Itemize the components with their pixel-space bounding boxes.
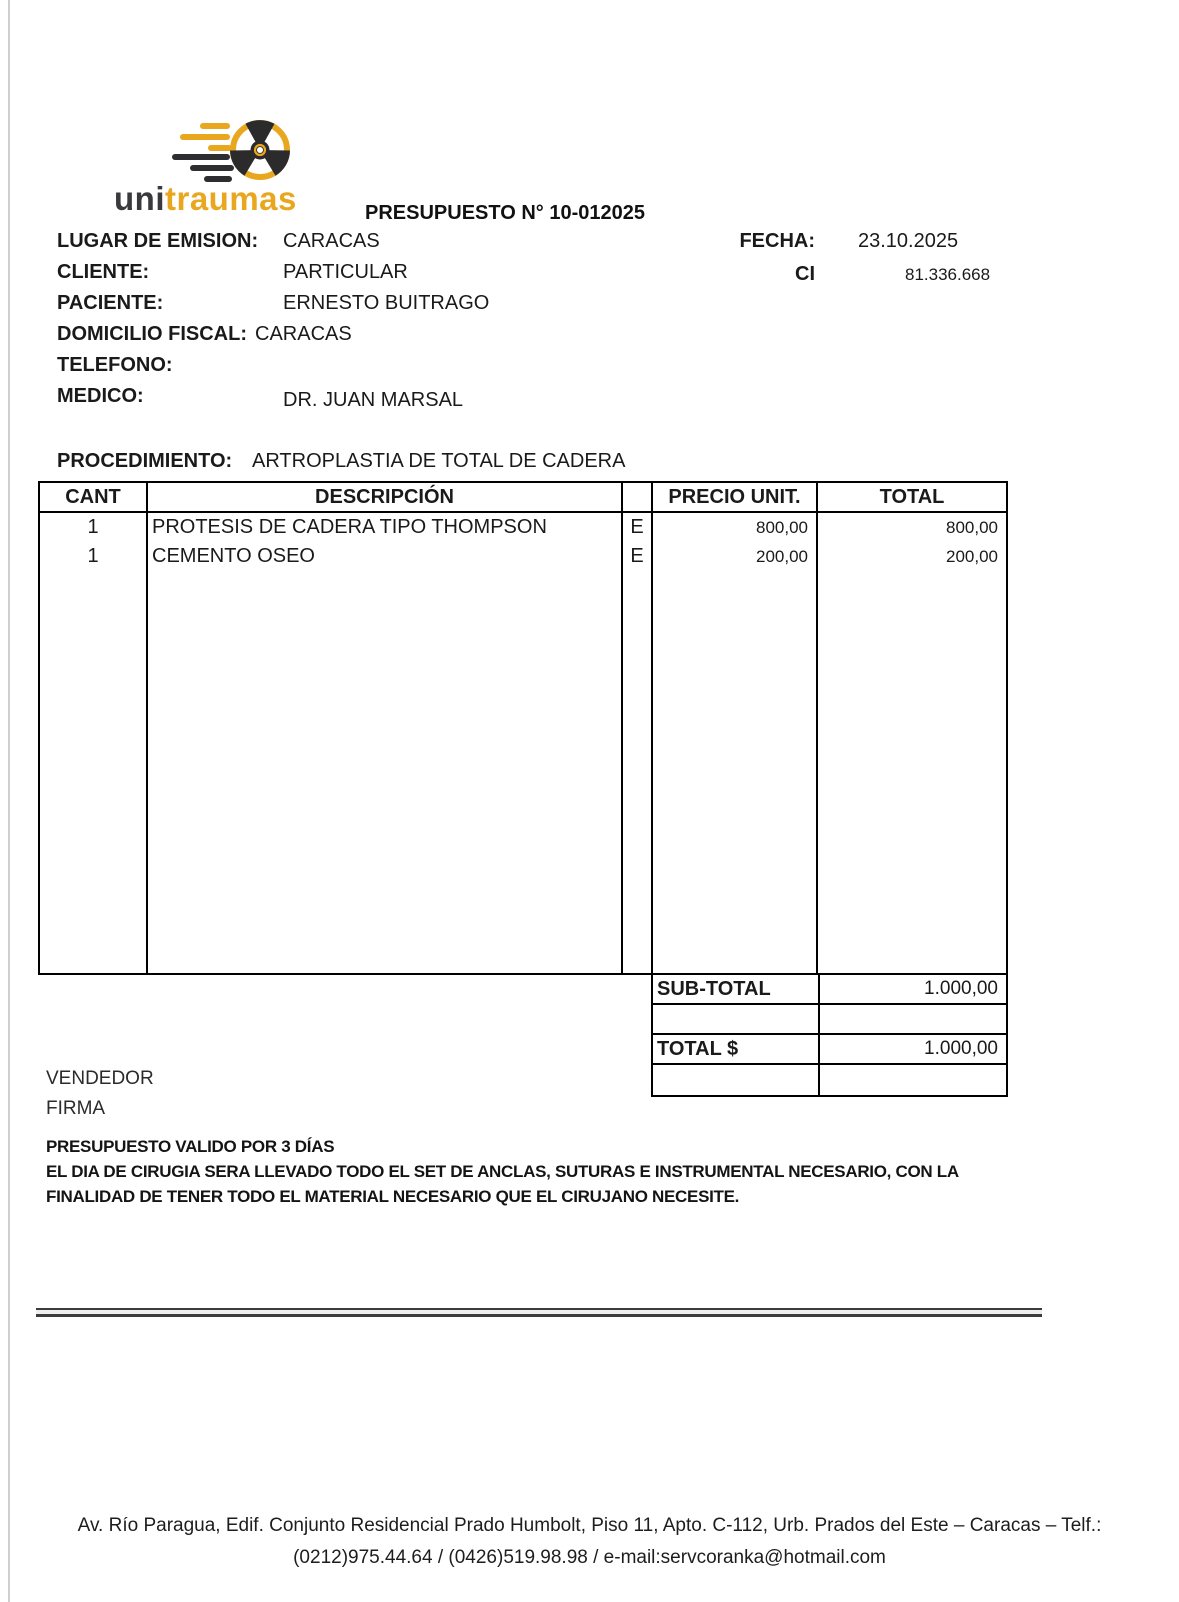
brand-name-uni: uni	[114, 180, 165, 217]
cliente-label: CLIENTE:	[57, 261, 150, 283]
col-header-descripcion: DESCRIPCIÓN	[148, 483, 623, 513]
telefono-label: TELEFONO:	[57, 354, 173, 376]
total-value: 1.000,00	[820, 1035, 1006, 1065]
items-table	[38, 481, 1008, 975]
fecha-label: FECHA:	[739, 230, 815, 252]
empty-cell	[40, 571, 148, 973]
ci-label: CI	[795, 263, 815, 285]
company-logo	[112, 114, 332, 224]
empty-cell	[653, 1005, 820, 1035]
col-header-precio-unit: PRECIO UNIT.	[653, 483, 818, 513]
empty-cell	[820, 1065, 1006, 1095]
field-row-domicilio	[0, 323, 1179, 349]
empty-cell	[623, 571, 653, 973]
procedimiento-value: ARTROPLASTIA DE TOTAL DE CADERA	[252, 450, 626, 472]
field-row-medico	[0, 385, 1179, 411]
cliente-value: PARTICULAR	[283, 261, 408, 283]
item-row-unidad: E	[623, 513, 653, 542]
paciente-value: ERNESTO BUITRAGO	[283, 292, 490, 314]
field-row-lugar	[0, 230, 1179, 256]
item-row-precio-unit: 800,00	[653, 513, 818, 542]
vendedor-label: VENDEDOR	[46, 1068, 154, 1089]
subtotal-label: SUB-TOTAL	[653, 975, 820, 1005]
footer-address	[0, 1510, 1179, 1574]
item-row-descripcion: PROTESIS DE CADERA TIPO THOMPSON	[148, 513, 623, 542]
note-line: PRESUPUESTO VALIDO POR 3 DÍAS	[46, 1137, 335, 1156]
item-row-cant: 1	[40, 513, 148, 542]
brand-name-traumas: traumas	[164, 180, 297, 217]
domicilio-fiscal-value: CARACAS	[255, 323, 352, 345]
empty-cell	[820, 1005, 1006, 1035]
field-row-cliente	[0, 261, 1179, 287]
speed-lines	[172, 123, 234, 182]
paciente-label: PACIENTE:	[57, 292, 164, 314]
fecha-value: 23.10.2025	[858, 230, 959, 252]
medico-value: DR. JUAN MARSAL	[283, 389, 464, 411]
empty-cell	[818, 571, 1006, 973]
item-row-cant: 1	[40, 542, 148, 571]
item-row-precio-unit: 200,00	[653, 542, 818, 571]
totals-block	[651, 975, 1008, 1097]
notes-block	[46, 1134, 1046, 1209]
col-header-unidad	[623, 483, 653, 513]
col-header-cant: CANT	[40, 483, 148, 513]
empty-cell	[653, 571, 818, 973]
double-rule-separator	[36, 1308, 1042, 1317]
subtotal-value: 1.000,00	[820, 975, 1006, 1005]
field-row-telefono	[0, 354, 1179, 380]
procedimiento-label: PROCEDIMIENTO:	[57, 450, 233, 472]
empty-cell	[653, 1065, 820, 1095]
total-label: TOTAL $	[653, 1035, 820, 1065]
domicilio-fiscal-label: DOMICILIO FISCAL:	[57, 323, 247, 345]
empty-cell	[148, 571, 623, 973]
item-row-descripcion: CEMENTO OSEO	[148, 542, 623, 571]
col-header-total: TOTAL	[818, 483, 1006, 513]
medico-label: MEDICO:	[57, 385, 144, 407]
document-title: PRESUPUESTO N° 10-012025	[365, 202, 645, 224]
ci-value: 81.336.668	[905, 265, 991, 284]
lugar-emision-value: CARACAS	[283, 230, 380, 252]
item-row-total: 200,00	[946, 547, 998, 566]
brand-name	[114, 180, 297, 218]
lugar-emision-label: LUGAR DE EMISION:	[57, 230, 259, 252]
item-row-total: 800,00	[946, 518, 998, 537]
note-line: EL DIA DE CIRUGIA SERA LLEVADO TODO EL SET DE ANCLAS, SUTURAS E INSTRUMENTAL NECESARIO, CON LA	[46, 1162, 959, 1181]
field-row-paciente	[0, 292, 1179, 318]
footer-line-2: (0212)975.44.64 / (0426)519.98.98 / e-mail:servcoranka@hotmail.com	[293, 1547, 886, 1568]
note-line: FINALIDAD DE TENER TODO EL MATERIAL NECESARIO QUE EL CIRUJANO NECESITE.	[46, 1187, 740, 1206]
radiation-icon	[112, 114, 332, 189]
footer-line-1: Av. Río Paragua, Edif. Conjunto Residencial Prado Humbolt, Piso 11, Apto. C-112, Urb. Prados del Este – Caracas – Telf.:	[77, 1515, 1102, 1536]
firma-label: FIRMA	[46, 1098, 106, 1119]
item-row-unidad: E	[623, 542, 653, 571]
